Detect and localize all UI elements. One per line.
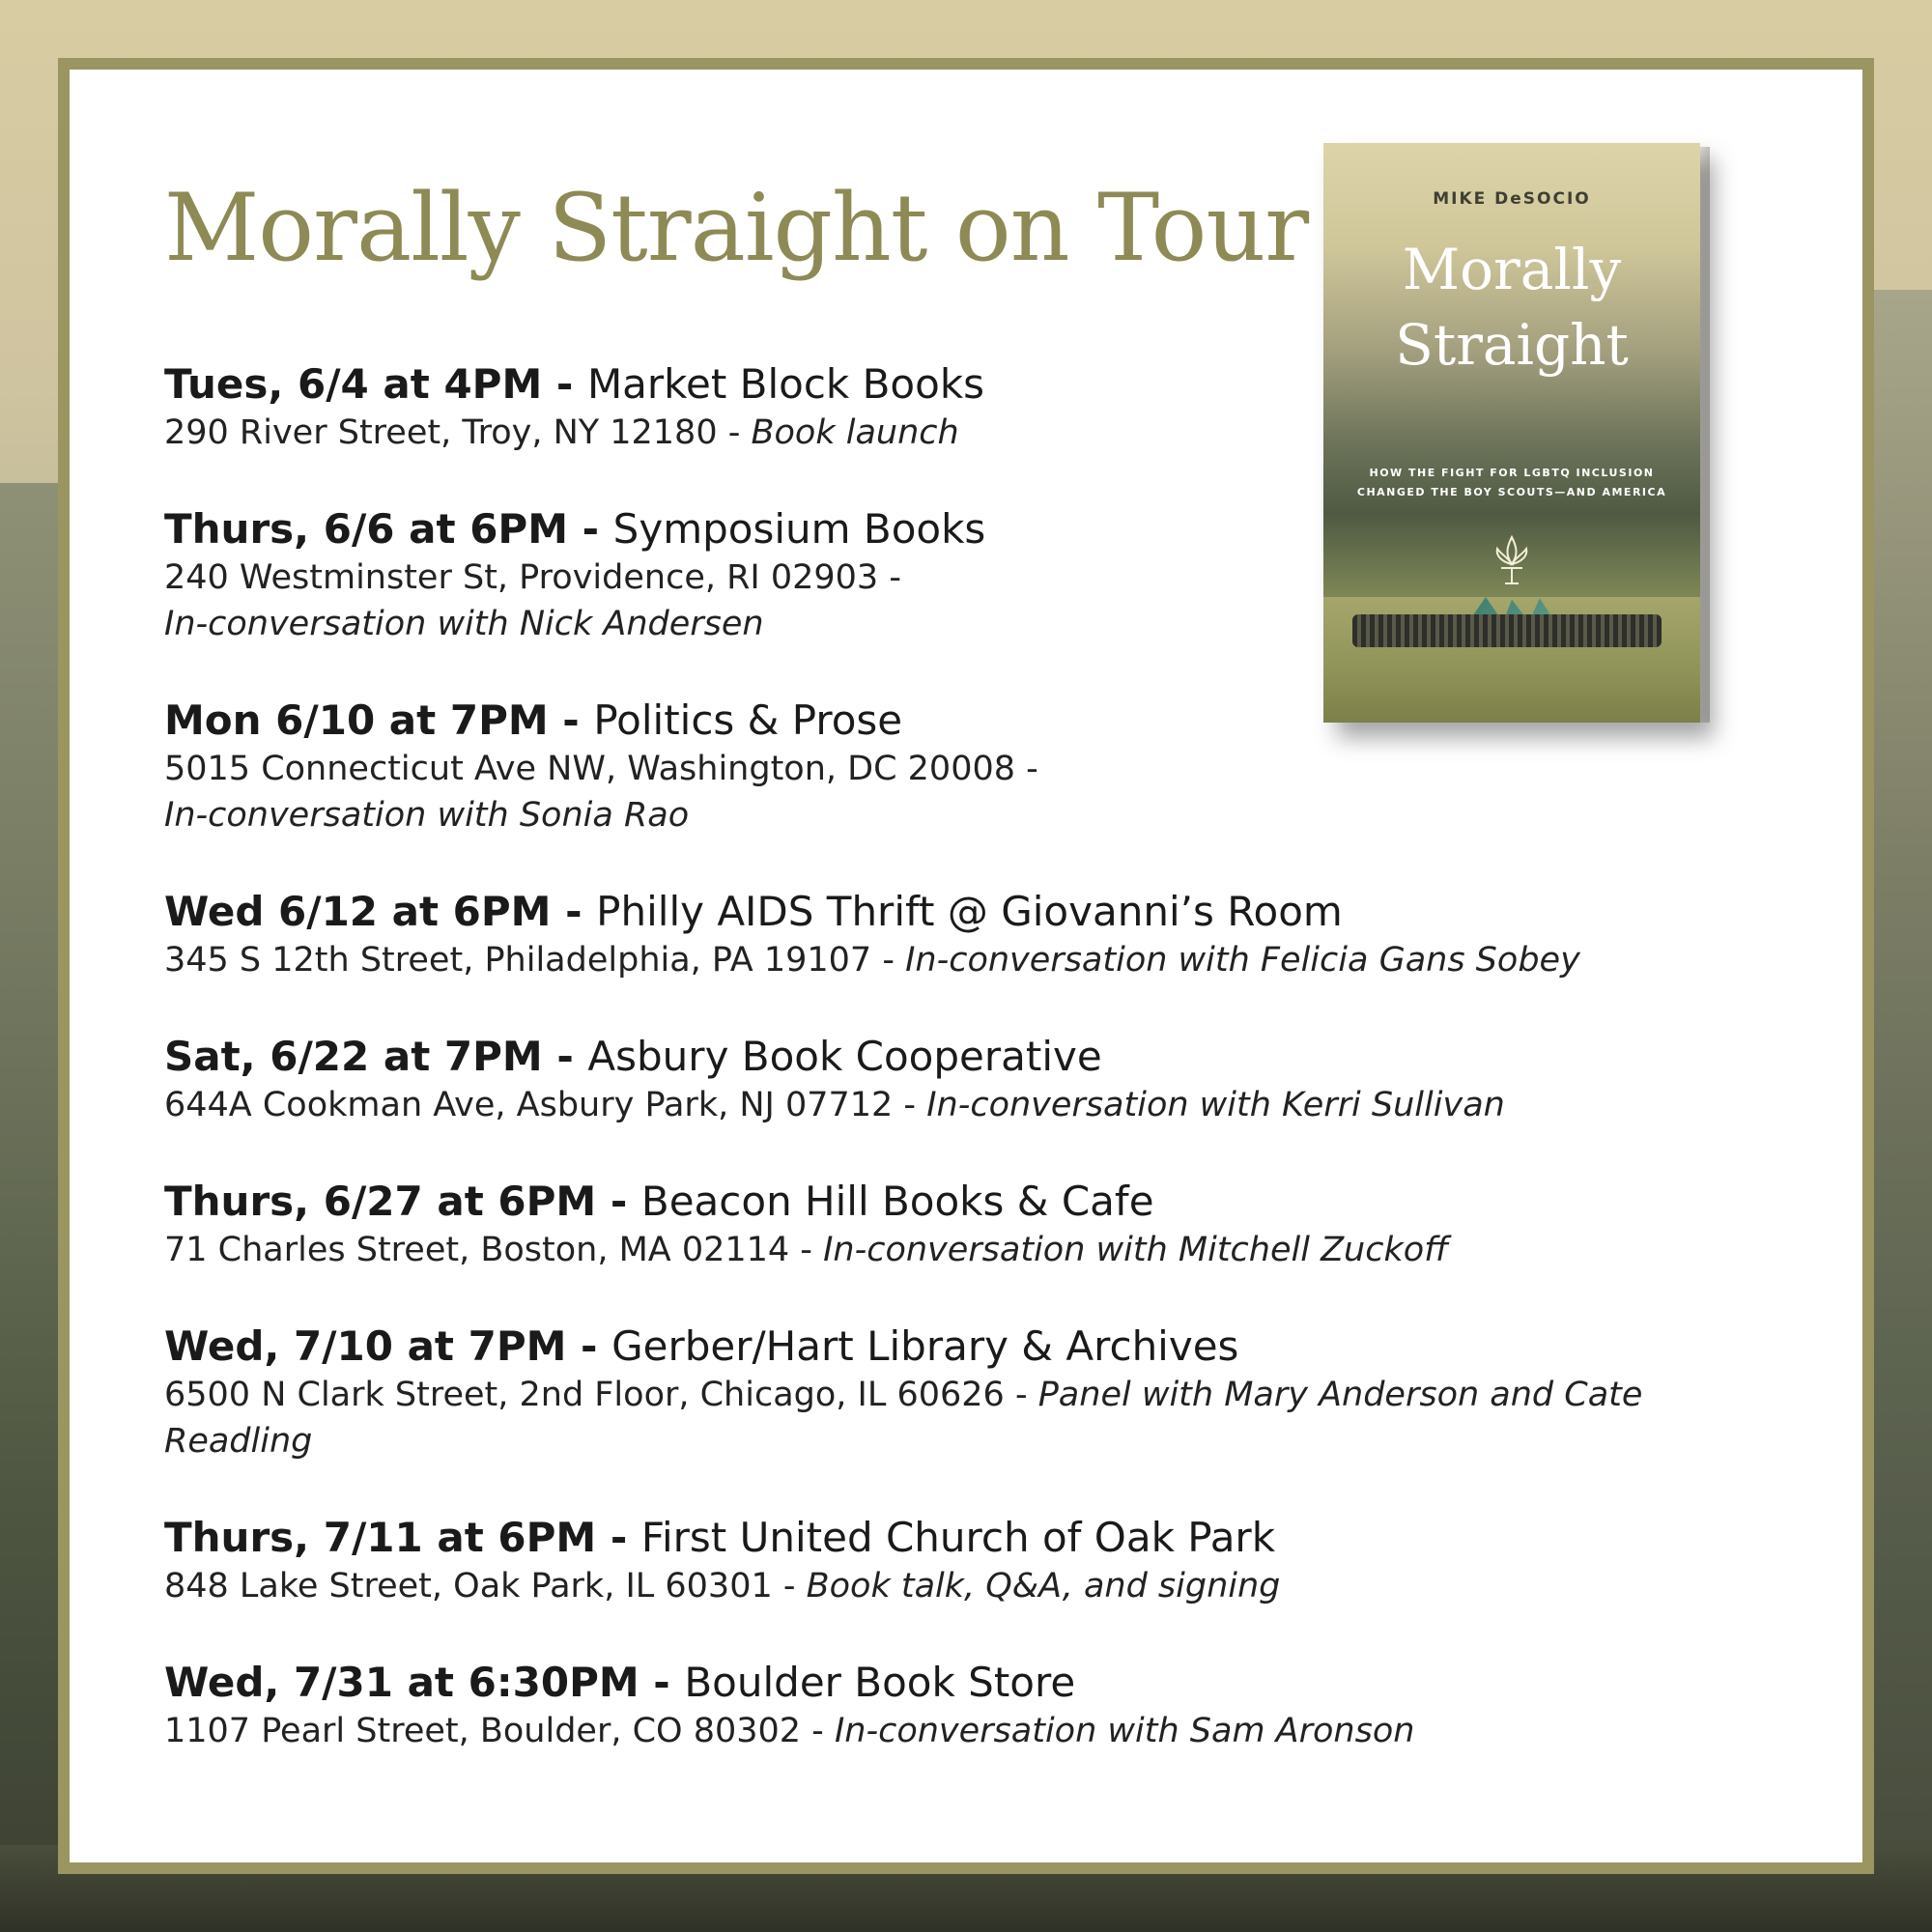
event-address: 848 Lake Street, Oak Park, IL 60301 - xyxy=(164,1567,807,1605)
event-detail xyxy=(164,1082,1768,1128)
event-detail xyxy=(164,1708,1768,1754)
event-address: 5015 Connecticut Ave NW, Washington, DC 20008 - xyxy=(164,750,1038,788)
event-note: Book launch xyxy=(751,413,959,452)
event-date: Thurs, 6/27 at 6PM - xyxy=(164,1178,641,1225)
event-note: In-conversation with Nick Andersen xyxy=(164,605,764,643)
fleur-de-lis-icon xyxy=(1488,533,1536,591)
event-detail xyxy=(164,746,1768,838)
event-detail xyxy=(164,1227,1768,1273)
event-item xyxy=(164,1032,1768,1128)
event-address: 6500 N Clark Street, 2nd Floor, Chicago, IL 60626 - xyxy=(164,1376,1038,1414)
event-address: 290 River Street, Troy, NY 12180 - xyxy=(164,413,752,452)
event-note: Book talk, Q&A, and signing xyxy=(806,1567,1281,1605)
event-date: Wed, 7/31 at 6:30PM - xyxy=(164,1659,685,1706)
event-venue: First United Church of Oak Park xyxy=(640,1514,1276,1561)
event-item xyxy=(164,887,1768,983)
book-title xyxy=(1323,232,1700,383)
event-item xyxy=(164,1177,1768,1273)
event-heading xyxy=(164,1032,1768,1082)
event-item xyxy=(164,1513,1768,1609)
event-note: In-conversation with Kerri Sullivan xyxy=(926,1086,1505,1124)
event-address: 644A Cookman Ave, Asbury Park, NJ 07712 - xyxy=(164,1086,927,1124)
book-subtitle-line: HOW THE FIGHT FOR LGBTQ INCLUSION xyxy=(1369,467,1655,479)
event-venue: Gerber/Hart Library & Archives xyxy=(611,1322,1239,1370)
book-title-line: Straight xyxy=(1395,312,1629,378)
event-date: Tues, 6/4 at 4PM - xyxy=(164,360,587,408)
event-date: Sat, 6/22 at 7PM - xyxy=(164,1033,588,1080)
event-note: In-conversation with Mitchell Zuckoff xyxy=(823,1231,1449,1269)
book-subtitle xyxy=(1343,464,1681,502)
event-date: Wed, 7/10 at 7PM - xyxy=(164,1322,612,1370)
event-address: 1107 Pearl Street, Boulder, CO 80302 - xyxy=(164,1712,835,1750)
event-venue: Philly AIDS Thrift @ Giovanni’s Room xyxy=(596,888,1343,935)
book-crowd xyxy=(1352,614,1662,647)
event-venue: Boulder Book Store xyxy=(684,1659,1076,1706)
event-date: Thurs, 6/6 at 6PM - xyxy=(164,505,613,553)
event-heading xyxy=(164,1321,1768,1372)
book-title-line: Morally xyxy=(1402,237,1622,302)
event-venue: Politics & Prose xyxy=(593,696,903,744)
event-heading xyxy=(164,1658,1768,1708)
event-date: Thurs, 7/11 at 6PM - xyxy=(164,1514,641,1561)
event-note: In-conversation with Felicia Gans Sobey xyxy=(905,941,1580,980)
event-venue: Asbury Book Cooperative xyxy=(587,1033,1102,1080)
event-venue: Market Block Books xyxy=(586,360,985,408)
event-note: Panel with Mary Anderson and Cate Readling xyxy=(164,1376,1643,1461)
event-address: 71 Charles Street, Boston, MA 02114 - xyxy=(164,1231,824,1269)
event-detail xyxy=(164,937,1768,983)
event-heading xyxy=(164,887,1768,937)
event-address: 345 S 12th Street, Philadelphia, PA 19107 - xyxy=(164,941,906,980)
event-venue: Beacon Hill Books & Cafe xyxy=(640,1178,1154,1225)
event-date: Wed 6/12 at 6PM - xyxy=(164,888,597,935)
event-venue: Symposium Books xyxy=(612,505,986,553)
event-item xyxy=(164,1321,1768,1464)
event-note: In-conversation with Sonia Rao xyxy=(164,796,690,835)
event-detail xyxy=(164,1372,1768,1464)
event-detail xyxy=(164,1563,1768,1609)
book-cover xyxy=(1323,143,1700,723)
event-item xyxy=(164,1658,1768,1754)
event-address: 240 Westminster St, Providence, RI 02903 - xyxy=(164,558,901,597)
page-title: Morally Straight on Tour xyxy=(164,174,1309,282)
book-author: MIKE DeSOCIO xyxy=(1433,189,1591,209)
book-subtitle-line: CHANGED THE BOY SCOUTS—AND AMERICA xyxy=(1356,486,1667,498)
event-heading xyxy=(164,1513,1768,1563)
event-heading xyxy=(164,1177,1768,1227)
event-note: In-conversation with Sam Aronson xyxy=(834,1712,1415,1750)
event-date: Mon 6/10 at 7PM - xyxy=(164,696,594,744)
